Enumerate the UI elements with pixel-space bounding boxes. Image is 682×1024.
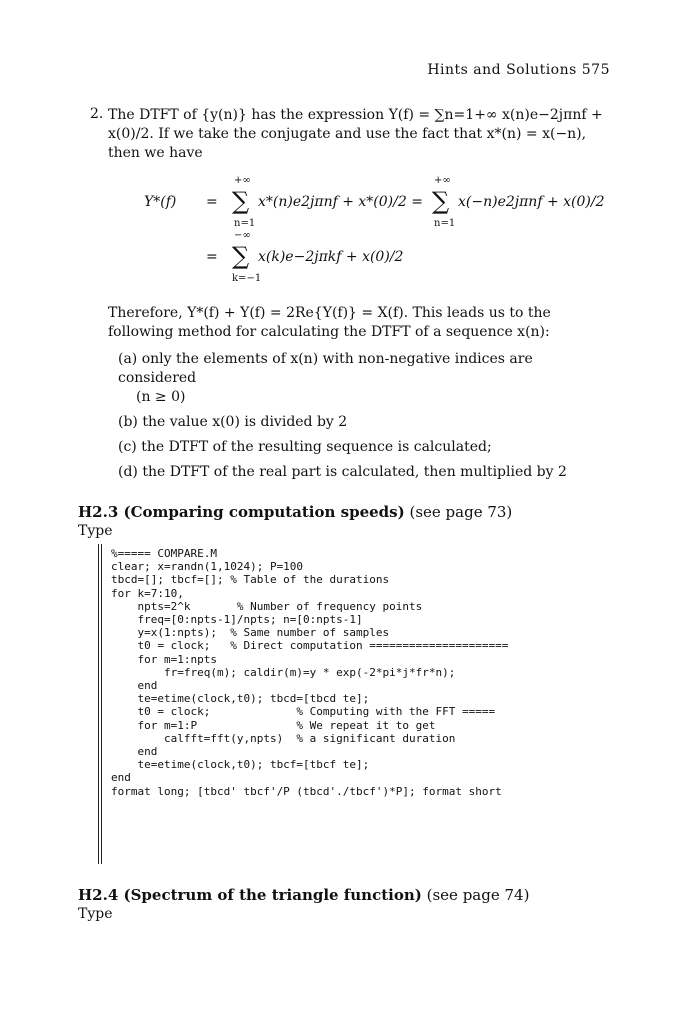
code-line: end (111, 745, 158, 759)
code-line: for m=1:P % We repeat it to get (111, 718, 436, 732)
code-line: for m=1:npts (111, 652, 217, 666)
eq-equals-2: = (206, 249, 218, 265)
eq-term-2: x(−n)e2jπnf + x(0)/2 (458, 194, 605, 210)
sum-lower-2: n=1 (434, 218, 456, 229)
step-a-line-1: (a) only the elements of x(n) with non-negative indices are considered (118, 351, 533, 386)
code-line: clear; x=randn(1,1024); P=100 (111, 560, 304, 574)
eq-term-3: x(k)e−2jπkf + x(0)/2 (258, 249, 404, 265)
code-line: format long; [tbcd' tbcf'/P (tbcd'./tbcf')*P]; format short (111, 784, 502, 798)
section-h2-3-title: H2.3 (Comparing computation speeds) (78, 503, 405, 521)
problem-number: 2. (90, 106, 104, 122)
code-line: for k=7:10, (111, 586, 184, 600)
code-line: t0 = clock; % Direct computation ===================== (111, 639, 509, 653)
eq-term-1: x*(n)e2jπnf + x*(0)/2 = (258, 194, 423, 210)
sum-upper-3: −∞ (234, 230, 251, 241)
section-h2-3-type-label: Type (78, 523, 113, 539)
code-line: calfft=fft(y,npts) % a significant duration (111, 731, 456, 745)
code-line: t0 = clock; % Computing with the FFT ===== (111, 705, 496, 719)
sum-upper-1: +∞ (234, 175, 251, 186)
method-steps-list (118, 350, 613, 488)
section-h2-4-page-ref: (see page 74) (426, 886, 530, 904)
problem-line-1: The DTFT of {y(n)} has the expression Y(f) = ∑n=1+∞ x(n)e−2jπnf + (108, 107, 603, 123)
section-h2-3-page-ref: (see page 73) (409, 503, 513, 521)
section-heading-h2-3 (78, 503, 512, 521)
conclusion-line-2: following method for calculating the DTFT of a sequence x(n): (108, 324, 550, 340)
code-line: tbcd=[]; tbcf=[]; % Table of the durations (111, 573, 390, 587)
code-listing (98, 544, 618, 864)
sum-upper-2: +∞ (434, 175, 451, 186)
sum-sign-3: ∑ (232, 242, 250, 270)
step-a-line-2: (n ≥ 0) (136, 389, 186, 405)
step-d: (d) the DTFT of the real part is calculated, then multiplied by 2 (118, 464, 567, 480)
method-step (118, 350, 613, 407)
section-h2-4-title: H2.4 (Spectrum of the triangle function) (78, 886, 422, 904)
eq-lhs: Y*(f) (144, 194, 177, 210)
problem-text (108, 106, 613, 163)
conclusion-paragraph (108, 304, 613, 342)
code-line: npts=2^k % Number of frequency points (111, 599, 423, 613)
problem-line-2: x(0)/2. If we take the conjugate and use the fact that x*(n) = x(−n), (108, 126, 587, 142)
sum-sign-1: ∑ (232, 187, 250, 215)
step-c: (c) the DTFT of the resulting sequence is calculated; (118, 439, 492, 455)
code-line: freq=[0:npts-1]/npts; n=[0:npts-1] (111, 613, 363, 627)
sum-sign-2: ∑ (432, 187, 450, 215)
running-header: Hints and Solutions 575 (427, 62, 610, 78)
method-step (118, 463, 613, 482)
section-h2-4-type-label: Type (78, 906, 113, 922)
code-line: y=x(1:npts); % Same number of samples (111, 626, 390, 640)
method-step (118, 413, 613, 432)
matlab-code (111, 544, 618, 798)
sum-lower-1: n=1 (234, 218, 256, 229)
eq-equals-1: = (206, 194, 218, 210)
code-line: fr=freq(m); caldir(m)=y * exp(-2*pi*j*fr*n); (111, 665, 456, 679)
sum-lower-3: k=−1 (232, 273, 262, 284)
code-line: %===== COMPARE.M (111, 547, 217, 560)
section-heading-h2-4 (78, 886, 529, 904)
code-line: te=etime(clock,t0); tbcd=[tbcd te]; (111, 692, 370, 706)
method-step (118, 438, 613, 457)
conclusion-line-1: Therefore, Y*(f) + Y(f) = 2Re{Y(f)} = X(f). This leads us to the (108, 305, 551, 321)
problem-line-3: then we have (108, 145, 203, 161)
code-line: end (111, 771, 131, 785)
step-b: (b) the value x(0) is divided by 2 (118, 414, 348, 430)
code-line: te=etime(clock,t0); tbcf=[tbcf te]; (111, 758, 370, 772)
code-line: end (111, 679, 158, 693)
